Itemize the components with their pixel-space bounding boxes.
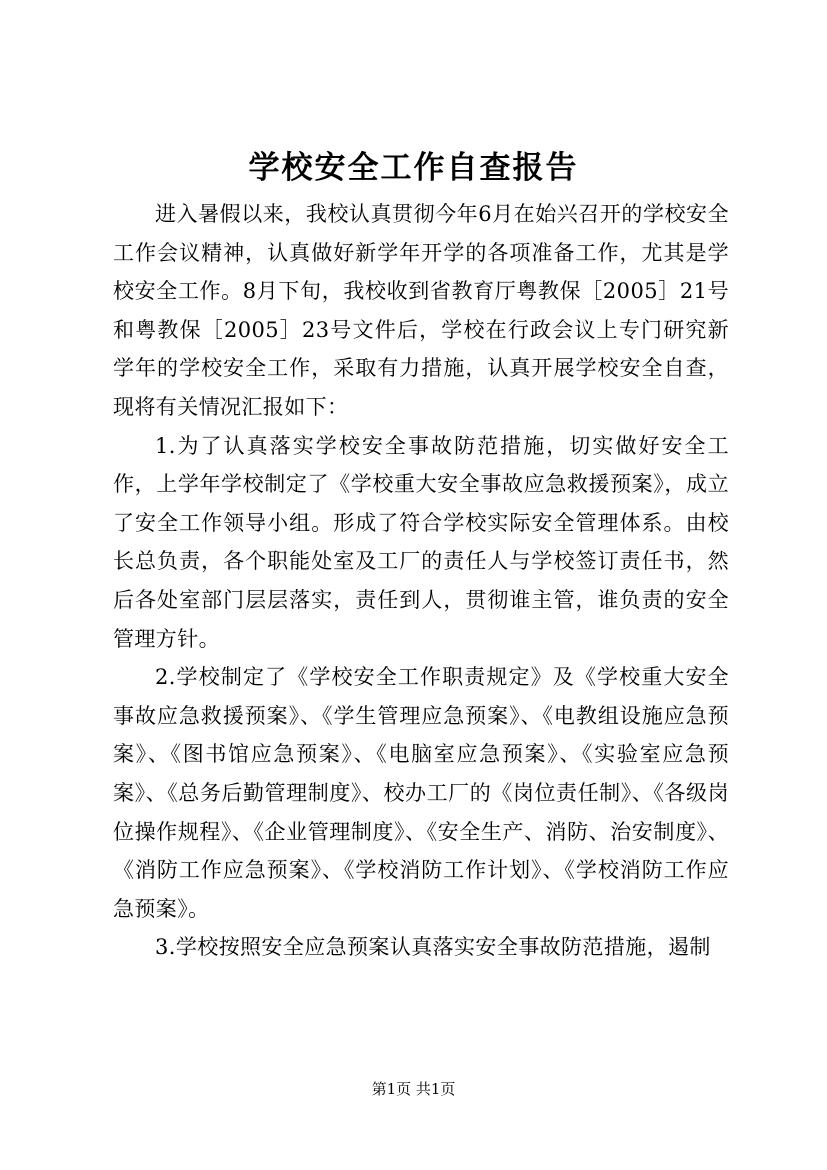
page-footer: 第1页 共1页: [371, 1080, 456, 1098]
paragraph-item-2: 2.学校制定了《学校安全工作职责规定》及《学校重大安全事故应急救援预案》、《学生管理应急预案》、《电教组设施应急预案》、《图书馆应急预案》、《电脑室应急预案》、《实验室应急预案》、《总务后勤管理制度》、校办工厂的《岗位责任制》、《各级岗位操作规程》、《企业管理制度》、《安全生产、消防、治安制度》、《消防工作应急预案》、《学校消防工作计划》、《学校消防工作应急预案》。: [113, 665, 729, 921]
paragraph-item-3: 3.学校按照安全应急预案认真落实安全事故防范措施，遏制: [155, 935, 711, 960]
paragraph-intro: 进入暑假以来，我校认真贯彻今年6月在始兴召开的学校安全工作会议精神，认真做好新学年开学的各项准备工作，尤其是学校安全工作。8月下旬，我校收到省教育厅粤教保［2005］21号和粤教保［2005］23号文件后，学校在行政会议上专门研究新学年的学校安全工作，采取有力措施，认真开展学校安全自查，现将有关情况汇报如下：: [113, 202, 729, 419]
document-title: 学校安全工作自查报告: [248, 150, 579, 186]
document-body: [113, 195, 729, 967]
paragraph-item-1: 1.为了认真落实学校安全事故防范措施，切实做好安全工作，上学年学校制定了《学校重大安全事故应急救援预案》，成立了安全工作领导小组。形成了符合学校实际安全管理体系。由校长总负责，各个职能处室及工厂的责任人与学校签订责任书，然后各处室部门层层落实，责任到人，贯彻谁主管，谁负责的安全管理方针。: [113, 433, 729, 651]
